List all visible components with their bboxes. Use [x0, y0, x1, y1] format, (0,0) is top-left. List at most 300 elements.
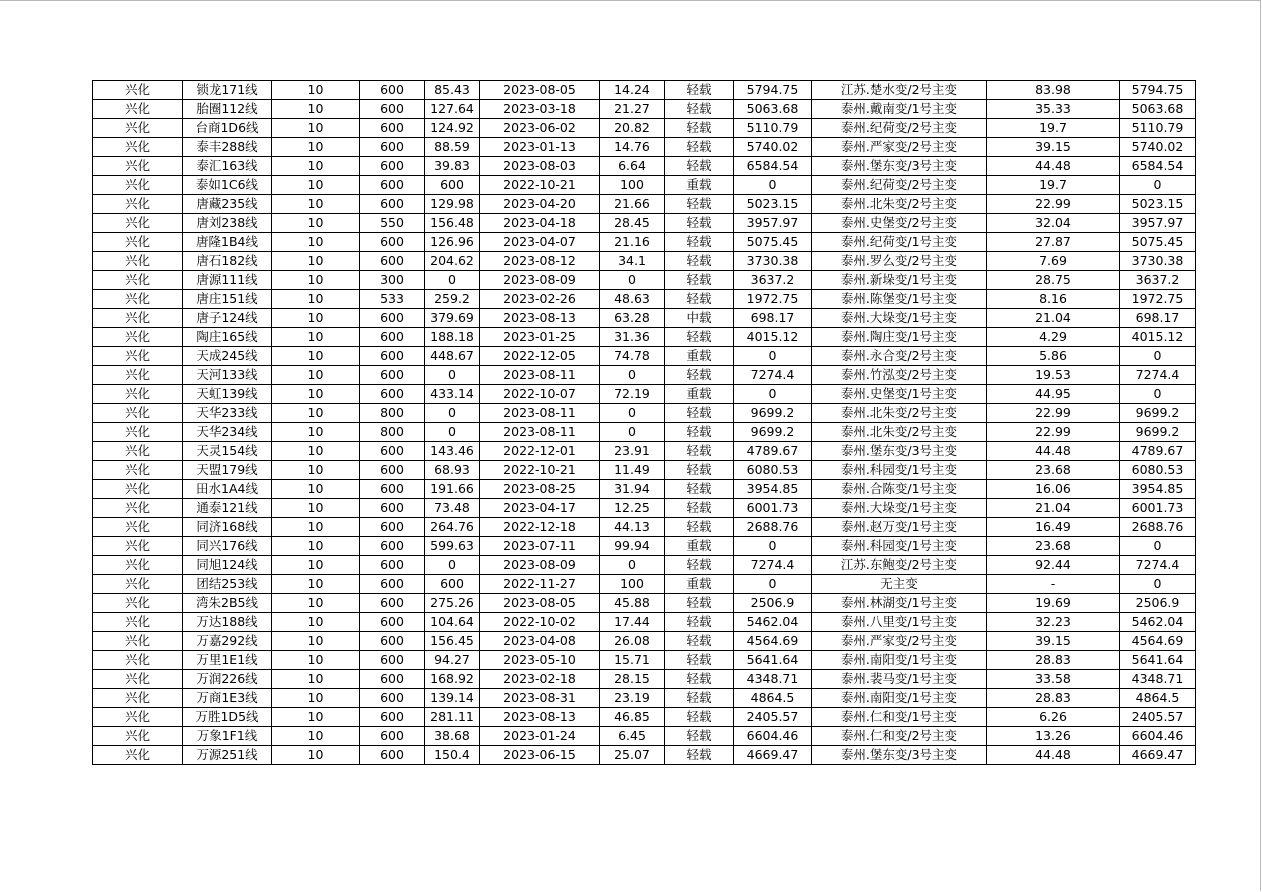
- cell-remaining-capacity: 698.17: [1120, 309, 1196, 328]
- cell-remaining-capacity: 5023.15: [1120, 195, 1196, 214]
- cell-substation-transformer: 泰州.仁和变/2号主变: [812, 727, 987, 746]
- cell-remaining-capacity: 6604.46: [1120, 727, 1196, 746]
- data-table: [92, 80, 1196, 765]
- cell-remaining-capacity: 4864.5: [1120, 689, 1196, 708]
- cell-remaining-capacity: 5075.45: [1120, 233, 1196, 252]
- cell-load-status: 轻载: [665, 138, 734, 157]
- cell-line-name: 同兴176线: [183, 537, 272, 556]
- cell-county: 兴化: [93, 518, 183, 537]
- cell-load-rate: 23.19: [600, 689, 665, 708]
- cell-available-capacity: 3954.85: [734, 480, 812, 499]
- table-row: [93, 195, 1196, 214]
- cell-transformer-load-rate: 8.16: [987, 290, 1120, 309]
- table-row: [93, 727, 1196, 746]
- table-row: [93, 404, 1196, 423]
- cell-available-capacity: 0: [734, 537, 812, 556]
- cell-load-rate: 23.91: [600, 442, 665, 461]
- cell-transformer-load-rate: 16.06: [987, 480, 1120, 499]
- cell-available-capacity: 0: [734, 176, 812, 195]
- cell-line-name: 泰汇163线: [183, 157, 272, 176]
- cell-substation-transformer: 泰州.史堡变/1号主变: [812, 385, 987, 404]
- cell-transformer-load-rate: 44.48: [987, 157, 1120, 176]
- cell-available-capacity: 7274.4: [734, 366, 812, 385]
- cell-date: 2023-01-25: [480, 328, 600, 347]
- cell-county: 兴化: [93, 689, 183, 708]
- cell-load: 143.46: [425, 442, 480, 461]
- cell-county: 兴化: [93, 309, 183, 328]
- cell-load: 188.18: [425, 328, 480, 347]
- cell-capacity: 600: [360, 651, 425, 670]
- cell-load-rate: 72.19: [600, 385, 665, 404]
- cell-remaining-capacity: 5641.64: [1120, 651, 1196, 670]
- cell-capacity: 600: [360, 613, 425, 632]
- cell-available-capacity: 698.17: [734, 309, 812, 328]
- cell-available-capacity: 4564.69: [734, 632, 812, 651]
- cell-county: 兴化: [93, 651, 183, 670]
- cell-available-capacity: 7274.4: [734, 556, 812, 575]
- cell-load-rate: 45.88: [600, 594, 665, 613]
- cell-line-name: 万嘉292线: [183, 632, 272, 651]
- cell-remaining-capacity: 2688.76: [1120, 518, 1196, 537]
- cell-load: 129.98: [425, 195, 480, 214]
- cell-load-status: 轻载: [665, 157, 734, 176]
- cell-load-status: 轻载: [665, 727, 734, 746]
- cell-available-capacity: 5794.75: [734, 81, 812, 100]
- cell-load-status: 轻载: [665, 100, 734, 119]
- cell-load: 264.76: [425, 518, 480, 537]
- cell-load-status: 重载: [665, 537, 734, 556]
- cell-county: 兴化: [93, 366, 183, 385]
- table-row: [93, 746, 1196, 765]
- cell-load: 204.62: [425, 252, 480, 271]
- cell-load-status: 轻载: [665, 746, 734, 765]
- cell-load-rate: 0: [600, 366, 665, 385]
- cell-transformer-load-rate: 28.83: [987, 689, 1120, 708]
- cell-available-capacity: 6001.73: [734, 499, 812, 518]
- cell-load-status: 轻载: [665, 214, 734, 233]
- cell-remaining-capacity: 4669.47: [1120, 746, 1196, 765]
- cell-load: 259.2: [425, 290, 480, 309]
- cell-load-status: 重载: [665, 176, 734, 195]
- cell-county: 兴化: [93, 290, 183, 309]
- cell-capacity: 600: [360, 176, 425, 195]
- cell-capacity: 600: [360, 575, 425, 594]
- cell-remaining-capacity: 3954.85: [1120, 480, 1196, 499]
- cell-transformer-load-rate: 92.44: [987, 556, 1120, 575]
- cell-load: 0: [425, 271, 480, 290]
- cell-date: 2023-08-11: [480, 366, 600, 385]
- cell-date: 2023-08-13: [480, 309, 600, 328]
- cell-available-capacity: 0: [734, 385, 812, 404]
- cell-load-status: 轻载: [665, 290, 734, 309]
- cell-load-status: 轻载: [665, 556, 734, 575]
- cell-capacity: 600: [360, 480, 425, 499]
- cell-substation-transformer: 泰州.纪荷变/2号主变: [812, 176, 987, 195]
- cell-county: 兴化: [93, 575, 183, 594]
- cell-date: 2023-02-18: [480, 670, 600, 689]
- cell-county: 兴化: [93, 81, 183, 100]
- cell-line-name: 泰如1C6线: [183, 176, 272, 195]
- cell-transformer-load-rate: 22.99: [987, 423, 1120, 442]
- cell-line-name: 同济168线: [183, 518, 272, 537]
- cell-county: 兴化: [93, 499, 183, 518]
- cell-remaining-capacity: 5110.79: [1120, 119, 1196, 138]
- cell-load-rate: 11.49: [600, 461, 665, 480]
- cell-date: 2023-04-08: [480, 632, 600, 651]
- cell-load-rate: 31.94: [600, 480, 665, 499]
- table-row: [93, 157, 1196, 176]
- cell-load: 68.93: [425, 461, 480, 480]
- cell-date: 2023-08-11: [480, 423, 600, 442]
- cell-load: 599.63: [425, 537, 480, 556]
- cell-transformer-load-rate: 22.99: [987, 195, 1120, 214]
- cell-transformer-load-rate: 83.98: [987, 81, 1120, 100]
- cell-available-capacity: 6080.53: [734, 461, 812, 480]
- cell-voltage: 10: [272, 309, 360, 328]
- cell-load-status: 轻载: [665, 404, 734, 423]
- cell-transformer-load-rate: 44.95: [987, 385, 1120, 404]
- cell-date: 2022-10-02: [480, 613, 600, 632]
- cell-load-rate: 34.1: [600, 252, 665, 271]
- cell-capacity: 600: [360, 195, 425, 214]
- cell-load-status: 轻载: [665, 613, 734, 632]
- cell-line-name: 天虹139线: [183, 385, 272, 404]
- cell-date: 2023-08-13: [480, 708, 600, 727]
- table-row: [93, 708, 1196, 727]
- cell-load-rate: 0: [600, 423, 665, 442]
- cell-county: 兴化: [93, 252, 183, 271]
- cell-voltage: 10: [272, 385, 360, 404]
- table-row: [93, 271, 1196, 290]
- cell-date: 2022-10-07: [480, 385, 600, 404]
- table-row: [93, 651, 1196, 670]
- cell-load-rate: 17.44: [600, 613, 665, 632]
- cell-county: 兴化: [93, 556, 183, 575]
- cell-load: 0: [425, 366, 480, 385]
- cell-load-rate: 74.78: [600, 347, 665, 366]
- cell-load-rate: 46.85: [600, 708, 665, 727]
- cell-available-capacity: 2688.76: [734, 518, 812, 537]
- cell-county: 兴化: [93, 613, 183, 632]
- cell-available-capacity: 3730.38: [734, 252, 812, 271]
- cell-substation-transformer: 泰州.罗么变/2号主变: [812, 252, 987, 271]
- cell-capacity: 600: [360, 594, 425, 613]
- cell-county: 兴化: [93, 157, 183, 176]
- cell-load-status: 轻载: [665, 328, 734, 347]
- cell-county: 兴化: [93, 708, 183, 727]
- cell-county: 兴化: [93, 328, 183, 347]
- cell-load-status: 轻载: [665, 195, 734, 214]
- cell-transformer-load-rate: 28.75: [987, 271, 1120, 290]
- cell-load: 448.67: [425, 347, 480, 366]
- cell-capacity: 600: [360, 518, 425, 537]
- cell-voltage: 10: [272, 81, 360, 100]
- cell-voltage: 10: [272, 328, 360, 347]
- cell-transformer-load-rate: 21.04: [987, 309, 1120, 328]
- cell-load-rate: 12.25: [600, 499, 665, 518]
- cell-county: 兴化: [93, 594, 183, 613]
- cell-load-rate: 20.82: [600, 119, 665, 138]
- cell-capacity: 600: [360, 328, 425, 347]
- cell-transformer-load-rate: 39.15: [987, 138, 1120, 157]
- cell-load: 0: [425, 423, 480, 442]
- cell-transformer-load-rate: 21.04: [987, 499, 1120, 518]
- cell-date: 2022-12-05: [480, 347, 600, 366]
- cell-transformer-load-rate: -: [987, 575, 1120, 594]
- cell-remaining-capacity: 7274.4: [1120, 556, 1196, 575]
- cell-load: 39.83: [425, 157, 480, 176]
- cell-available-capacity: 5075.45: [734, 233, 812, 252]
- cell-transformer-load-rate: 35.33: [987, 100, 1120, 119]
- cell-available-capacity: 4864.5: [734, 689, 812, 708]
- cell-substation-transformer: 泰州.赵万变/1号主变: [812, 518, 987, 537]
- cell-load-rate: 15.71: [600, 651, 665, 670]
- cell-substation-transformer: 泰州.陶庄变/1号主变: [812, 328, 987, 347]
- cell-date: 2022-11-27: [480, 575, 600, 594]
- cell-load: 191.66: [425, 480, 480, 499]
- cell-date: 2023-08-31: [480, 689, 600, 708]
- cell-load: 600: [425, 575, 480, 594]
- cell-load-rate: 21.66: [600, 195, 665, 214]
- cell-capacity: 550: [360, 214, 425, 233]
- cell-substation-transformer: 泰州.南阳变/1号主变: [812, 651, 987, 670]
- cell-county: 兴化: [93, 119, 183, 138]
- cell-transformer-load-rate: 4.29: [987, 328, 1120, 347]
- cell-capacity: 600: [360, 309, 425, 328]
- cell-date: 2023-02-26: [480, 290, 600, 309]
- cell-load: 126.96: [425, 233, 480, 252]
- cell-capacity: 600: [360, 556, 425, 575]
- cell-remaining-capacity: 3637.2: [1120, 271, 1196, 290]
- cell-transformer-load-rate: 27.87: [987, 233, 1120, 252]
- cell-available-capacity: 0: [734, 575, 812, 594]
- cell-substation-transformer: 泰州.科园变/1号主变: [812, 537, 987, 556]
- cell-date: 2023-04-20: [480, 195, 600, 214]
- cell-line-name: 天华233线: [183, 404, 272, 423]
- cell-line-name: 万胜1D5线: [183, 708, 272, 727]
- cell-available-capacity: 9699.2: [734, 423, 812, 442]
- table-row: [93, 290, 1196, 309]
- cell-load-rate: 100: [600, 575, 665, 594]
- cell-substation-transformer: 无主变: [812, 575, 987, 594]
- cell-substation-transformer: 泰州.北朱变/2号主变: [812, 404, 987, 423]
- cell-county: 兴化: [93, 100, 183, 119]
- cell-load-rate: 6.64: [600, 157, 665, 176]
- cell-load-status: 轻载: [665, 252, 734, 271]
- cell-available-capacity: 5641.64: [734, 651, 812, 670]
- cell-load: 150.4: [425, 746, 480, 765]
- cell-load: 156.45: [425, 632, 480, 651]
- cell-transformer-load-rate: 6.26: [987, 708, 1120, 727]
- cell-capacity: 600: [360, 708, 425, 727]
- cell-county: 兴化: [93, 632, 183, 651]
- cell-load: 168.92: [425, 670, 480, 689]
- cell-voltage: 10: [272, 176, 360, 195]
- cell-substation-transformer: 泰州.竹泓变/2号主变: [812, 366, 987, 385]
- cell-load: 124.92: [425, 119, 480, 138]
- cell-capacity: 600: [360, 347, 425, 366]
- table-row: [93, 233, 1196, 252]
- cell-available-capacity: 5462.04: [734, 613, 812, 632]
- table-row: [93, 499, 1196, 518]
- cell-remaining-capacity: 4348.71: [1120, 670, 1196, 689]
- cell-county: 兴化: [93, 442, 183, 461]
- cell-line-name: 唐藏235线: [183, 195, 272, 214]
- cell-substation-transformer: 泰州.堡东变/3号主变: [812, 746, 987, 765]
- cell-load-status: 轻载: [665, 670, 734, 689]
- cell-line-name: 唐石182线: [183, 252, 272, 271]
- cell-substation-transformer: 泰州.新垛变/1号主变: [812, 271, 987, 290]
- cell-date: 2022-10-21: [480, 176, 600, 195]
- cell-transformer-load-rate: 33.58: [987, 670, 1120, 689]
- cell-voltage: 10: [272, 499, 360, 518]
- cell-load: 0: [425, 556, 480, 575]
- cell-line-name: 泰丰288线: [183, 138, 272, 157]
- cell-transformer-load-rate: 23.68: [987, 461, 1120, 480]
- cell-substation-transformer: 泰州.堡东变/3号主变: [812, 442, 987, 461]
- table-row: [93, 442, 1196, 461]
- table-row: [93, 366, 1196, 385]
- cell-available-capacity: 4789.67: [734, 442, 812, 461]
- cell-available-capacity: 6584.54: [734, 157, 812, 176]
- cell-transformer-load-rate: 32.23: [987, 613, 1120, 632]
- cell-county: 兴化: [93, 214, 183, 233]
- cell-county: 兴化: [93, 423, 183, 442]
- cell-voltage: 10: [272, 708, 360, 727]
- cell-load-status: 中载: [665, 309, 734, 328]
- cell-voltage: 10: [272, 271, 360, 290]
- cell-line-name: 唐隆1B4线: [183, 233, 272, 252]
- cell-load-status: 轻载: [665, 518, 734, 537]
- cell-substation-transformer: 泰州.大垛变/1号主变: [812, 309, 987, 328]
- cell-load: 156.48: [425, 214, 480, 233]
- cell-county: 兴化: [93, 746, 183, 765]
- cell-county: 兴化: [93, 195, 183, 214]
- cell-remaining-capacity: 0: [1120, 385, 1196, 404]
- cell-voltage: 10: [272, 613, 360, 632]
- cell-load-rate: 26.08: [600, 632, 665, 651]
- cell-remaining-capacity: 6584.54: [1120, 157, 1196, 176]
- cell-line-name: 天盟179线: [183, 461, 272, 480]
- cell-capacity: 600: [360, 461, 425, 480]
- cell-voltage: 10: [272, 195, 360, 214]
- cell-load-status: 轻载: [665, 708, 734, 727]
- cell-capacity: 600: [360, 746, 425, 765]
- table-row: [93, 518, 1196, 537]
- cell-available-capacity: 5063.68: [734, 100, 812, 119]
- cell-load-rate: 6.45: [600, 727, 665, 746]
- cell-voltage: 10: [272, 366, 360, 385]
- cell-remaining-capacity: 3730.38: [1120, 252, 1196, 271]
- cell-load: 379.69: [425, 309, 480, 328]
- cell-load-status: 重载: [665, 575, 734, 594]
- cell-load-status: 轻载: [665, 689, 734, 708]
- cell-capacity: 600: [360, 100, 425, 119]
- cell-date: 2023-08-12: [480, 252, 600, 271]
- cell-available-capacity: 4015.12: [734, 328, 812, 347]
- cell-voltage: 10: [272, 518, 360, 537]
- cell-remaining-capacity: 4564.69: [1120, 632, 1196, 651]
- table-row: [93, 138, 1196, 157]
- cell-capacity: 600: [360, 689, 425, 708]
- cell-voltage: 10: [272, 746, 360, 765]
- cell-remaining-capacity: 5462.04: [1120, 613, 1196, 632]
- cell-load-status: 重载: [665, 385, 734, 404]
- cell-voltage: 10: [272, 404, 360, 423]
- cell-substation-transformer: 泰州.南阳变/1号主变: [812, 689, 987, 708]
- cell-load-rate: 21.27: [600, 100, 665, 119]
- cell-remaining-capacity: 9699.2: [1120, 423, 1196, 442]
- table-row: [93, 176, 1196, 195]
- cell-remaining-capacity: 6001.73: [1120, 499, 1196, 518]
- table-row: [93, 347, 1196, 366]
- cell-line-name: 万商1E3线: [183, 689, 272, 708]
- table-row: [93, 537, 1196, 556]
- cell-line-name: 胎圈112线: [183, 100, 272, 119]
- cell-line-name: 田水1A4线: [183, 480, 272, 499]
- cell-capacity: 300: [360, 271, 425, 290]
- cell-date: 2023-08-05: [480, 81, 600, 100]
- cell-load-rate: 48.63: [600, 290, 665, 309]
- cell-transformer-load-rate: 39.15: [987, 632, 1120, 651]
- cell-voltage: 10: [272, 157, 360, 176]
- cell-available-capacity: 3957.97: [734, 214, 812, 233]
- cell-available-capacity: 5110.79: [734, 119, 812, 138]
- cell-remaining-capacity: 6080.53: [1120, 461, 1196, 480]
- cell-substation-transformer: 泰州.严家变/2号主变: [812, 632, 987, 651]
- cell-remaining-capacity: 4789.67: [1120, 442, 1196, 461]
- cell-substation-transformer: 泰州.北朱变/2号主变: [812, 195, 987, 214]
- cell-load: 600: [425, 176, 480, 195]
- cell-load-rate: 21.16: [600, 233, 665, 252]
- cell-available-capacity: 2506.9: [734, 594, 812, 613]
- cell-available-capacity: 4348.71: [734, 670, 812, 689]
- cell-county: 兴化: [93, 271, 183, 290]
- cell-date: 2023-04-07: [480, 233, 600, 252]
- cell-line-name: 锁龙171线: [183, 81, 272, 100]
- cell-county: 兴化: [93, 670, 183, 689]
- cell-line-name: 唐子124线: [183, 309, 272, 328]
- cell-load-rate: 100: [600, 176, 665, 195]
- table-row: [93, 309, 1196, 328]
- cell-substation-transformer: 泰州.纪荷变/2号主变: [812, 119, 987, 138]
- cell-load: 127.64: [425, 100, 480, 119]
- cell-remaining-capacity: 0: [1120, 537, 1196, 556]
- cell-transformer-load-rate: 22.99: [987, 404, 1120, 423]
- cell-load-status: 轻载: [665, 480, 734, 499]
- cell-load-rate: 0: [600, 404, 665, 423]
- cell-available-capacity: 9699.2: [734, 404, 812, 423]
- cell-remaining-capacity: 5063.68: [1120, 100, 1196, 119]
- table-row: [93, 461, 1196, 480]
- cell-date: 2023-04-17: [480, 499, 600, 518]
- table-row: [93, 252, 1196, 271]
- cell-voltage: 10: [272, 727, 360, 746]
- cell-load: 139.14: [425, 689, 480, 708]
- cell-capacity: 600: [360, 233, 425, 252]
- cell-capacity: 800: [360, 404, 425, 423]
- cell-load-status: 轻载: [665, 594, 734, 613]
- cell-substation-transformer: 泰州.永合变/2号主变: [812, 347, 987, 366]
- cell-voltage: 10: [272, 575, 360, 594]
- cell-line-name: 陶庄165线: [183, 328, 272, 347]
- cell-substation-transformer: 泰州.纪荷变/1号主变: [812, 233, 987, 252]
- cell-voltage: 10: [272, 347, 360, 366]
- cell-remaining-capacity: 1972.75: [1120, 290, 1196, 309]
- cell-capacity: 600: [360, 81, 425, 100]
- cell-voltage: 10: [272, 480, 360, 499]
- cell-load-rate: 63.28: [600, 309, 665, 328]
